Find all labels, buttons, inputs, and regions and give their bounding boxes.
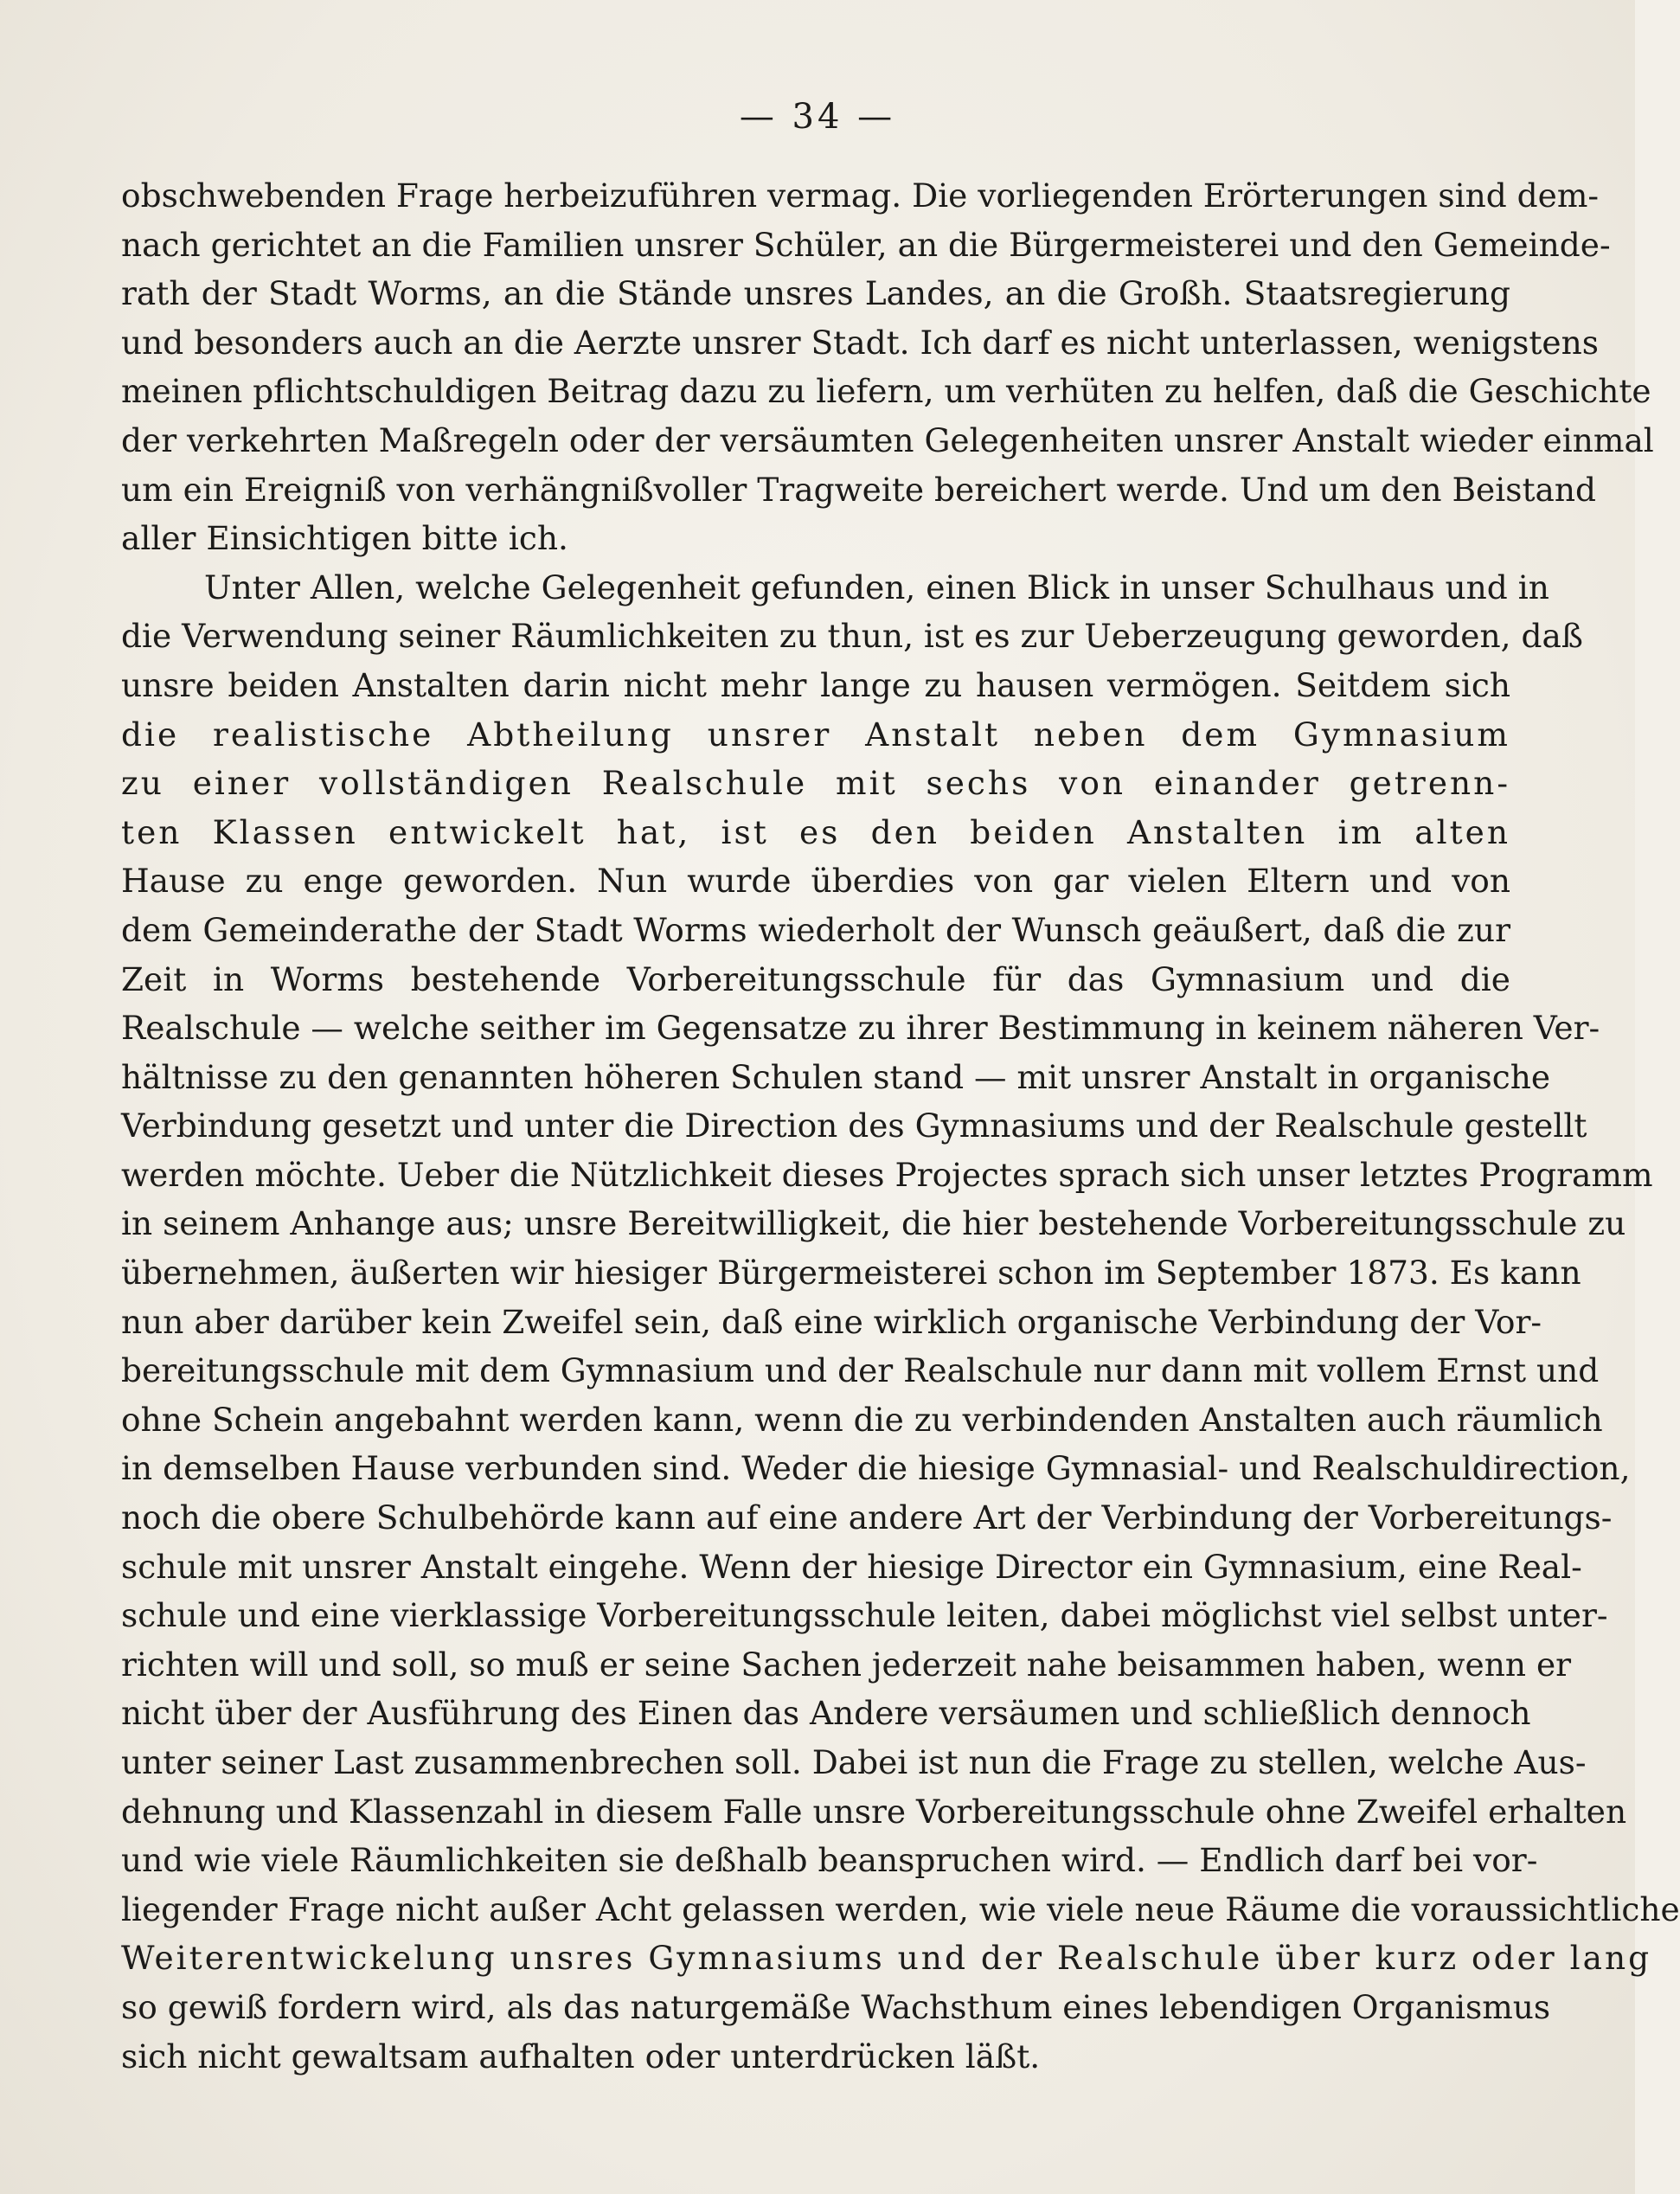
text-line: Weiterentwickelung unsres Gymnasiums und der Realschule über kurz oder lang xyxy=(121,1939,1652,1978)
text-line: schule mit unsrer Anstalt eingehe. Wenn der hiesige Director ein Gymnasium, eine Real- xyxy=(121,1547,1582,1586)
text-line: hältnisse zu den genannten höheren Schulen stand — mit unsrer Anstalt in organische xyxy=(121,1057,1551,1096)
text-line: übernehmen, äußerten wir hiesiger Bürgermeisterei schon im September 1873. Es kann xyxy=(121,1254,1581,1293)
text-line: rath der Stadt Worms, an die Stände unsres Landes, an die Großh. Staatsregierung xyxy=(121,274,1510,313)
text-line: der verkehrten Maßregeln oder der versäumten Gelegenheiten unsrer Anstalt wieder einmal xyxy=(121,420,1654,459)
text-line: werden möchte. Ueber die Nützlichkeit dieses Projectes sprach sich unser letztes Programm xyxy=(121,1155,1653,1194)
paragraph-2 xyxy=(121,563,1680,2081)
text-line: die Verwendung seiner Räumlichkeiten zu thun, ist es zur Ueberzeugung geworden, daß xyxy=(121,617,1583,656)
text-line: so gewiß fordern wird, als das naturgemäße Wachsthum eines lebendigen Organismus xyxy=(121,1987,1551,2026)
text-line: ten Klassen entwickelt hat, ist es den beiden Anstalten im alten xyxy=(121,812,1510,851)
text-line: Verbindung gesetzt und unter die Direction des Gymnasiums und der Realschule gestellt xyxy=(121,1107,1587,1145)
text-line: noch die obere Schulbehörde kann auf eine andere Art der Verbindung der Vorbereitungs- xyxy=(121,1498,1613,1537)
text-line: schule und eine vierklassige Vorbereitungsschule leiten, dabei möglichst viel selbst unter- xyxy=(121,1596,1608,1635)
text-line: die realistische Abtheilung unsrer Anstalt neben dem Gymnasium xyxy=(121,715,1510,754)
text-line: dem Gemeinderathe der Stadt Worms wiederholt der Wunsch geäußert, daß die zur xyxy=(121,910,1510,949)
text-line: in demselben Hause verbunden sind. Weder die hiesige Gymnasial- und Realschuldirection, xyxy=(121,1449,1631,1488)
text-line: und wie viele Räumlichkeiten sie deßhalb beanspruchen wird. — Endlich darf bei vor- xyxy=(121,1841,1538,1880)
text-line: liegender Frage nicht außer Acht gelassen werden, wie viele neue Räume die voraussichtliche xyxy=(121,1889,1680,1928)
text-line: ohne Schein angebahnt werden kann, wenn die zu verbindenden Anstalten auch räumlich xyxy=(121,1400,1603,1439)
text-line: Zeit in Worms bestehende Vorbereitungsschule für das Gymnasium und die xyxy=(121,959,1510,998)
text-line: nun aber darüber kein Zweifel sein, daß eine wirklich organische Verbindung der Vor- xyxy=(121,1302,1542,1341)
text-line: bereitungsschule mit dem Gymnasium und der Realschule nur dann mit vollem Ernst und xyxy=(121,1351,1600,1390)
text-line: meinen pflichtschuldigen Beitrag dazu zu liefern, um verhüten zu helfen, daß die Geschichte xyxy=(121,372,1651,411)
text-line: aller Einsichtigen bitte ich. xyxy=(121,519,568,558)
text-line: nicht über der Ausführung des Einen das Andere versäumen und schließlich dennoch xyxy=(121,1694,1531,1733)
text-line: in seinem Anhange aus; unsre Bereitwilligkeit, die hier bestehende Vorbereitungsschule zu xyxy=(121,1204,1626,1243)
text-line: um ein Ereigniß von verhängnißvoller Tragweite bereichert werde. Und um den Beistand xyxy=(121,470,1597,509)
text-line: und besonders auch an die Aerzte unsrer Stadt. Ich darf es nicht unterlassen, wenigstens xyxy=(121,323,1599,362)
text-line: zu einer vollständigen Realschule mit sechs von einander getrenn- xyxy=(121,764,1510,803)
text-line: dehnung und Klassenzahl in diesem Falle unsre Vorbereitungsschule ohne Zweifel erhalten xyxy=(121,1792,1627,1831)
text-line: Unter Allen, welche Gelegenheit gefunden, einen Blick in unser Schulhaus und in xyxy=(204,568,1549,606)
text-line: richten will und soll, so muß er seine Sachen jederzeit nahe beisammen haben, wenn er xyxy=(121,1645,1572,1684)
text-line: nach gerichtet an die Familien unsrer Schüler, an die Bürgermeisterei und den Gemeinde- xyxy=(121,225,1611,264)
text-line: unsre beiden Anstalten darin nicht mehr lange zu hausen vermögen. Seitdem sich xyxy=(121,665,1510,704)
paragraph-1 xyxy=(121,171,1654,563)
text-line: obschwebenden Frage herbeizuführen vermag. Die vorliegenden Erörterungen sind dem- xyxy=(121,176,1600,215)
page-number: — 34 — xyxy=(739,97,896,137)
text-line: unter seiner Last zusammenbrechen soll. Dabei ist nun die Frage zu stellen, welche Aus- xyxy=(121,1743,1587,1781)
text-line: sich nicht gewaltsam aufhalten oder unterdrücken läßt. xyxy=(121,2037,1041,2075)
text-line: Hause zu enge geworden. Nun wurde überdies von gar vielen Eltern und von xyxy=(121,862,1510,901)
body-text xyxy=(121,171,1680,2081)
text-line: Realschule — welche seither im Gegensatze zu ihrer Bestimmung in keinem näheren Ver- xyxy=(121,1009,1600,1048)
